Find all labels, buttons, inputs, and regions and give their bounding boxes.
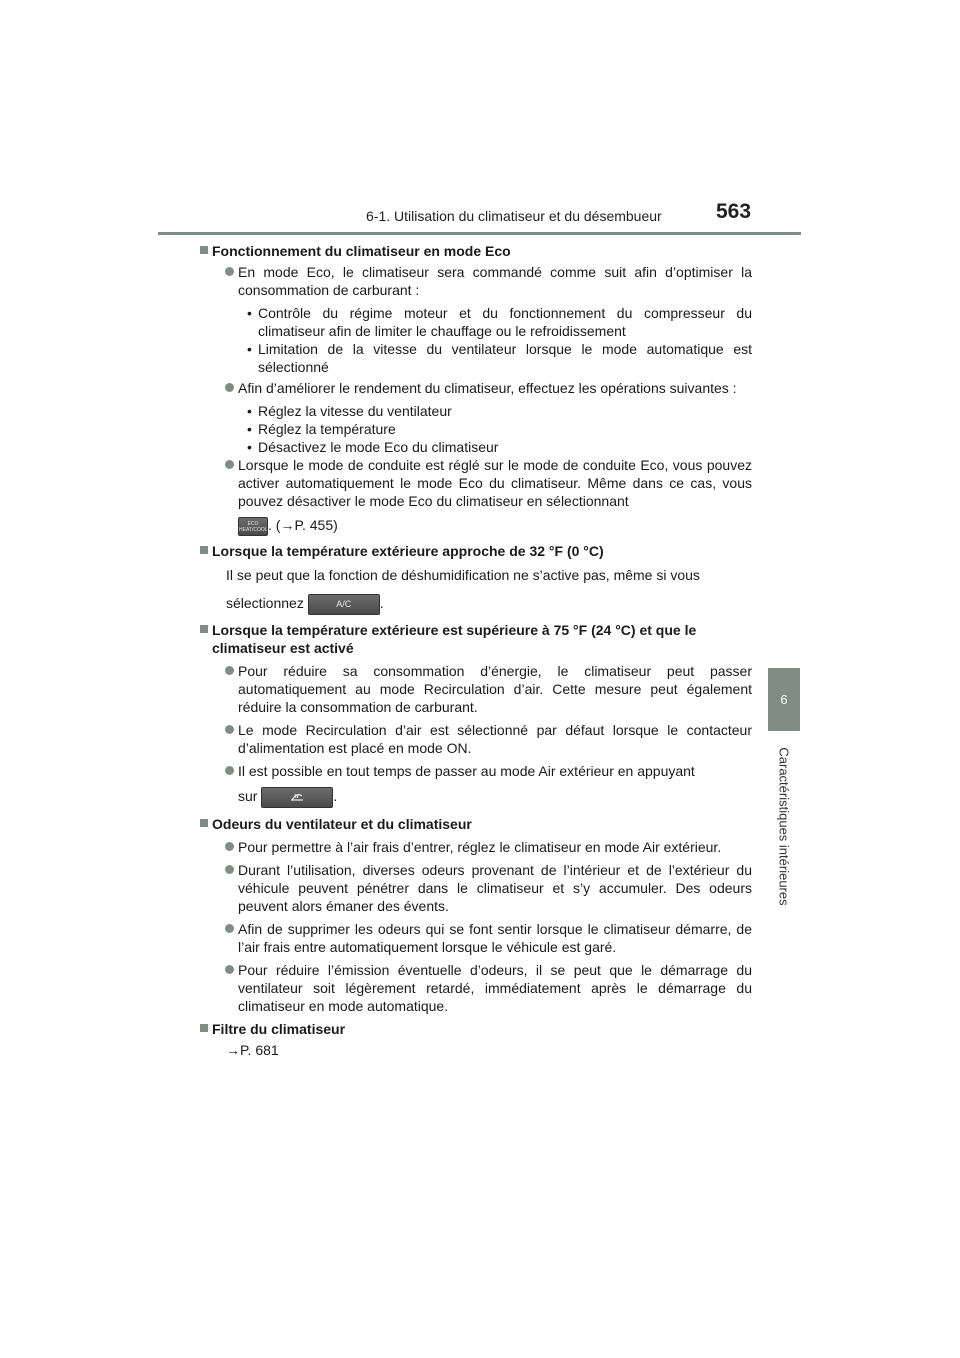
round-bullet-icon [225,924,234,933]
square-bullet-icon [200,546,208,554]
paragraph: sélectionnez A/C . [226,594,752,615]
dot-bullet-icon: • [247,421,252,437]
round-bullet-icon [225,383,234,392]
round-bullet-icon [225,460,234,469]
sub-list-item: • Limitation de la vitesse du ventilateur lorsque le mode automatique est sélectionné [247,341,752,375]
header-title: 6-1. Utilisation du climatiseur et du désembueur [366,208,662,224]
dot-bullet-icon: • [247,341,252,357]
chapter-label [768,734,800,919]
list-item: Afin d’améliorer le rendement du climatiseur, effectuez les opérations suivantes : [238,379,752,397]
square-bullet-icon [200,1024,208,1032]
header-rule [158,232,801,235]
page-content [212,242,752,1059]
square-bullet-icon [200,625,208,633]
list-item: Le mode Recirculation d’air est sélectionné par défaut lorsque le contacteur d’alimentation est placé en mode ON. [238,721,752,757]
page-reference: →P. 681 [226,1041,279,1058]
ac-button-icon: A/C [308,594,380,615]
list-item: En mode Eco, le climatiseur sera commandé comme suit afin d’optimiser la consommation de carburant : [238,263,752,299]
square-bullet-icon [200,246,208,254]
round-bullet-icon [225,842,234,851]
air-recirculation-button-icon [261,787,333,808]
sub-list-item: • Réglez la vitesse du ventilateur [247,403,452,419]
round-bullet-icon [225,766,234,775]
round-bullet-icon [225,965,234,974]
list-item-continuation: ECO HEAT/COOL. (→P. 455) [238,516,752,536]
list-item: Lorsque le mode de conduite est réglé sur le mode de conduite Eco, vous pouvez activer automatiquement le mode Eco du climatiseur. Même dans ce cas, vous pouvez désactiver le mode Eco du climatiseur en sélectionnant [238,456,752,510]
page-number: 563 [716,200,752,223]
chapter-tab [768,668,800,731]
list-item-continuation: sur . [238,787,752,808]
round-bullet-icon [225,725,234,734]
square-bullet-icon [200,819,208,827]
list-item: Afin de supprimer les odeurs qui se font sentir lorsque le climatiseur démarre, de l’air frais entre automatiquement lorsque le véhicule est garé. [238,920,752,956]
list-item: Pour réduire sa consommation d’énergie, le climatiseur peut passer automatiquement au mode Recirculation d’air. Cette mesure peut également réduire la consommation de carburant. [238,662,752,716]
section-title-filter: Filtre du climatiseur [212,1020,752,1038]
dot-bullet-icon: • [247,305,252,321]
section-title-odors: Odeurs du ventilateur et du climatiseur [212,815,752,833]
list-item: Pour permettre à l’air frais d’entrer, réglez le climatiseur en mode Air extérieur. [238,838,752,856]
list-item: Durant l’utilisation, diverses odeurs provenant de l’intérieur et de l’extérieur du véhicule peuvent pénétrer dans le climatiseur et s’y accumuler. Des odeurs peuvent alors émaner des évents. [238,861,752,915]
dot-bullet-icon: • [247,439,252,455]
section-title-eco: Fonctionnement du climatiseur en mode Eco [212,242,752,260]
section-title-low-temp: Lorsque la température extérieure approche de 32 °F (0 °C) [212,542,752,560]
sub-list-item: • Désactivez le mode Eco du climatiseur [247,439,499,455]
round-bullet-icon [225,865,234,874]
list-item: Il est possible en tout temps de passer au mode Air extérieur en appuyant [238,762,752,780]
eco-heat-cool-button-icon: ECO HEAT/COOL [238,517,268,536]
list-item: Pour réduire l’émission éventuelle d’odeurs, il se peut que le démarrage du ventilateur soit légèrement retardé, immédiatement après le démarrage du climatiseur en mode automatique. [238,961,752,1015]
section-title-high-temp: Lorsque la température extérieure est supérieure à 75 °F (24 °C) et que le climatiseur est activé [212,621,752,657]
round-bullet-icon [225,666,234,675]
round-bullet-icon [225,267,234,276]
sub-list-item: • Contrôle du régime moteur et du fonctionnement du compresseur du climatiseur afin de limiter le chauffage ou le refroidissement [247,305,752,339]
dot-bullet-icon: • [247,403,252,419]
recirculation-arrow-icon [289,791,305,803]
chapter-number: 6 [780,692,788,707]
paragraph: Il se peut que la fonction de déshumidification ne s’active pas, même si vous [226,566,700,583]
chapter-label-text: Caractéristiques intérieures [776,747,792,906]
sub-list-item: • Réglez la température [247,421,396,437]
